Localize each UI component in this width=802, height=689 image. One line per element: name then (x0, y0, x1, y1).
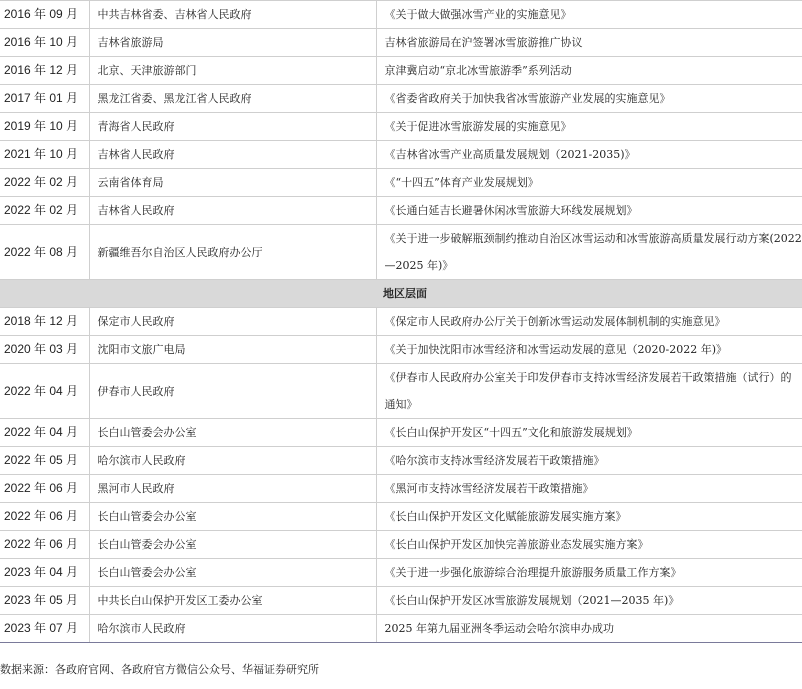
document-cell: 《关于加快沈阳市冰雪经济和冰雪运动发展的意见（2020-2022 年)》 (376, 336, 802, 364)
department-cell: 哈尔滨市人民政府 (89, 447, 376, 475)
table-row (0, 475, 802, 503)
document-cell: 吉林省旅游局在沪签署冰雪旅游推广协议 (376, 29, 802, 57)
document-cell: 《保定市人民政府办公厅关于创新冰雪运动发展体制机制的实施意见》 (376, 308, 802, 336)
document-cell: 2025 年第九届亚洲冬季运动会哈尔滨申办成功 (376, 615, 802, 643)
document-cell: 《吉林省冰雪产业高质量发展规划（2021-2035)》 (376, 141, 802, 169)
table-row (0, 503, 802, 531)
department-cell: 云南省体育局 (89, 169, 376, 197)
department-cell: 北京、天津旅游部门 (89, 57, 376, 85)
table-row (0, 336, 802, 364)
department-cell: 长白山管委会办公室 (89, 419, 376, 447)
source-note: 数据来源：各政府官网、各政府官方微信公众号、华福证券研究所 (0, 663, 319, 676)
date-cell: 2020 年 03 月 (0, 336, 89, 364)
date-cell: 2023 年 04 月 (0, 559, 89, 587)
date-cell: 2016 年 10 月 (0, 29, 89, 57)
document-cell: 《长白山保护开发区“十四五”文化和旅游发展规划》 (376, 419, 802, 447)
department-cell: 伊春市人民政府 (89, 364, 376, 419)
section-header-row (0, 280, 802, 308)
document-cell: 《关于做大做强冰雪产业的实施意见》 (376, 1, 802, 29)
table-row (0, 169, 802, 197)
table-body-bottom (0, 308, 802, 643)
table-body-top (0, 1, 802, 280)
table-row (0, 141, 802, 169)
document-cell: 《长通白延吉长避暑休闲冰雪旅游大环线发展规划》 (376, 197, 802, 225)
date-cell: 2016 年 09 月 (0, 1, 89, 29)
department-cell: 长白山管委会办公室 (89, 503, 376, 531)
department-cell: 吉林省旅游局 (89, 29, 376, 57)
table-row (0, 615, 802, 643)
table-row (0, 447, 802, 475)
table-row (0, 113, 802, 141)
table-row (0, 308, 802, 336)
document-cell: 《伊春市人民政府办公室关于印发伊春市支持冰雪经济发展若干政策措施（试行）的通知》 (376, 364, 802, 419)
table-row (0, 419, 802, 447)
date-cell: 2022 年 06 月 (0, 531, 89, 559)
document-cell: 《长白山保护开发区加快完善旅游业态发展实施方案》 (376, 531, 802, 559)
table-row (0, 587, 802, 615)
date-cell: 2022 年 05 月 (0, 447, 89, 475)
date-cell: 2022 年 02 月 (0, 197, 89, 225)
date-cell: 2022 年 06 月 (0, 475, 89, 503)
department-cell: 新疆维吾尔自治区人民政府办公厅 (89, 225, 376, 280)
department-cell: 哈尔滨市人民政府 (89, 615, 376, 643)
table-row (0, 197, 802, 225)
department-cell: 吉林省人民政府 (89, 141, 376, 169)
department-cell: 中共长白山保护开发区工委办公室 (89, 587, 376, 615)
table-row (0, 531, 802, 559)
document-cell: 《黑河市支持冰雪经济发展若干政策措施》 (376, 475, 802, 503)
department-cell: 黑龙江省委、黑龙江省人民政府 (89, 85, 376, 113)
document-cell: 《关于进一步破解瓶颈制约推动自治区冰雪运动和冰雪旅游高质量发展行动方案(2022—2025 年)》 (376, 225, 802, 280)
department-cell: 沈阳市文旅广电局 (89, 336, 376, 364)
document-cell: 《关于进一步强化旅游综合治理提升旅游服务质量工作方案》 (376, 559, 802, 587)
department-cell: 保定市人民政府 (89, 308, 376, 336)
table-section (0, 280, 802, 308)
document-cell: 《“十四五”体育产业发展规划》 (376, 169, 802, 197)
date-cell: 2021 年 10 月 (0, 141, 89, 169)
table-row (0, 29, 802, 57)
date-cell: 2022 年 06 月 (0, 503, 89, 531)
date-cell: 2023 年 07 月 (0, 615, 89, 643)
document-cell: 《关于促进冰雪旅游发展的实施意见》 (376, 113, 802, 141)
department-cell: 吉林省人民政府 (89, 197, 376, 225)
date-cell: 2022 年 04 月 (0, 419, 89, 447)
table-row (0, 1, 802, 29)
department-cell: 长白山管委会办公室 (89, 531, 376, 559)
date-cell: 2017 年 01 月 (0, 85, 89, 113)
document-cell: 《省委省政府关于加快我省冰雪旅游产业发展的实施意见》 (376, 85, 802, 113)
department-cell: 中共吉林省委、吉林省人民政府 (89, 1, 376, 29)
date-cell: 2022 年 02 月 (0, 169, 89, 197)
section-header: 地区层面 (0, 280, 802, 308)
date-cell: 2016 年 12 月 (0, 57, 89, 85)
table-row (0, 559, 802, 587)
department-cell: 黑河市人民政府 (89, 475, 376, 503)
document-cell: 《哈尔滨市支持冰雪经济发展若干政策措施》 (376, 447, 802, 475)
date-cell: 2022 年 04 月 (0, 364, 89, 419)
department-cell: 长白山管委会办公室 (89, 559, 376, 587)
table-row (0, 57, 802, 85)
table-row (0, 225, 802, 280)
document-cell: 京津冀启动“京北冰雪旅游季”系列活动 (376, 57, 802, 85)
document-cell: 《长白山保护开发区冰雪旅游发展规划（2021—2035 年)》 (376, 587, 802, 615)
table-row (0, 364, 802, 419)
date-cell: 2023 年 05 月 (0, 587, 89, 615)
department-cell: 青海省人民政府 (89, 113, 376, 141)
document-cell: 《长白山保护开发区文化赋能旅游发展实施方案》 (376, 503, 802, 531)
table-row (0, 85, 802, 113)
date-cell: 2019 年 10 月 (0, 113, 89, 141)
date-cell: 2018 年 12 月 (0, 308, 89, 336)
date-cell: 2022 年 08 月 (0, 225, 89, 280)
